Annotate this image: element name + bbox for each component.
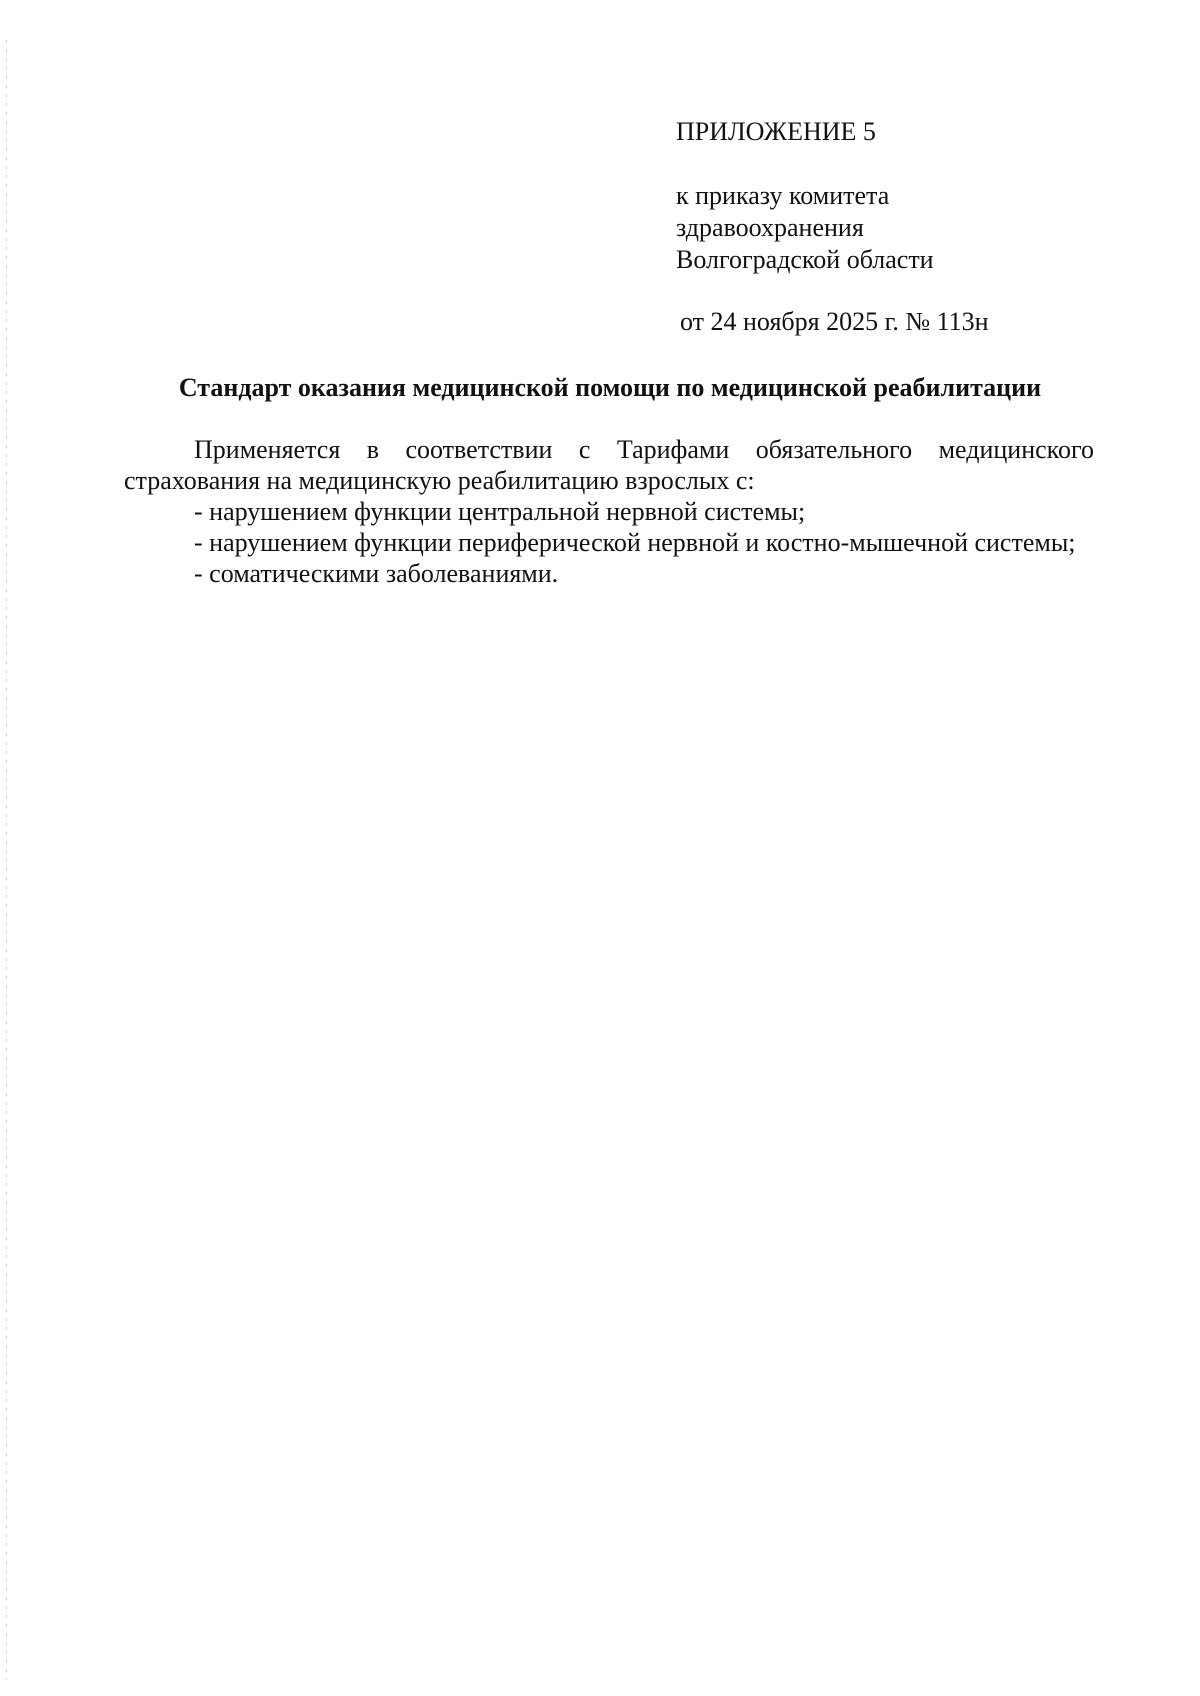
appendix-ref-line: к приказу комитета [676,181,890,210]
list-item: - соматическими заболеваниями. [194,559,559,588]
appendix-ref-line: здравоохранения [676,213,864,242]
appendix-date: от 24 ноября 2025 г. № 113н [680,307,989,336]
document-title: Стандарт оказания медицинской помощи по медицинской реабилитации [178,373,1042,402]
intro-paragraph: Применяется в соответствии с Тарифами обязательного медицинского страхования на медицинскую реабилитацию взрослых с: [124,435,1094,495]
scan-edge-artifact [6,40,7,1680]
document-body [124,434,1094,589]
appendix-title: ПРИЛОЖЕНИЕ 5 [676,117,876,146]
appendix-reference [676,180,1076,276]
list-item: - нарушением функции центральной нервной системы; [194,497,806,526]
appendix-ref-line: Волгоградской области [676,245,934,274]
list-item: - нарушением функции периферической нервной и костно-мышечной системы; [194,528,1076,557]
appendix-block [676,116,1076,338]
